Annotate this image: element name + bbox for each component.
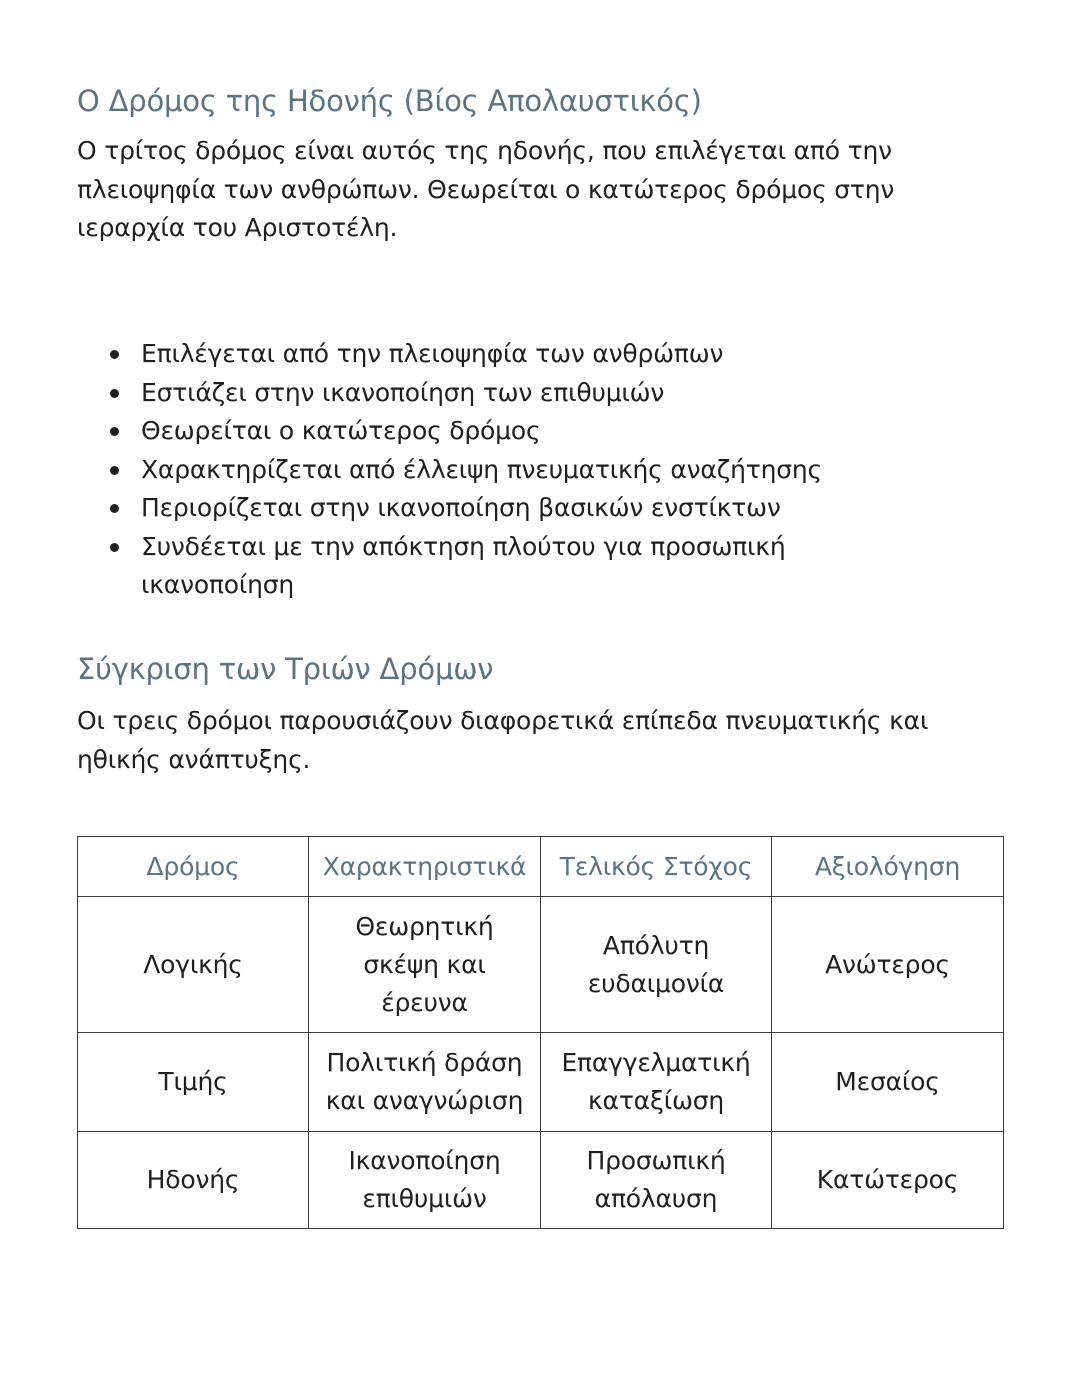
bullet-icon bbox=[110, 504, 119, 513]
table-row bbox=[78, 1033, 1004, 1132]
table-cell: Ανώτερος bbox=[772, 897, 1004, 1033]
table-cell: Επαγγελματική καταξίωση bbox=[541, 1033, 772, 1132]
table-header-row bbox=[78, 837, 1004, 897]
list-item bbox=[77, 412, 937, 451]
table-cell: Μεσαίος bbox=[772, 1033, 1004, 1132]
bullet-icon bbox=[110, 389, 119, 398]
table-cell: Λογικής bbox=[78, 897, 309, 1033]
table-cell: Ικανοποίηση επιθυμιών bbox=[309, 1132, 541, 1229]
list-item-text: Επιλέγεται από την πλειοψηφία των ανθρώπων bbox=[141, 339, 724, 368]
table-cell: Ηδονής bbox=[78, 1132, 309, 1229]
list-item bbox=[77, 374, 937, 413]
table-cell: Θεωρητική σκέψη και έρευνα bbox=[309, 897, 541, 1033]
table-row bbox=[78, 1132, 1004, 1229]
list-item-text: Συνδέεται με την απόκτηση πλούτου για προσωπική ικανοποίηση bbox=[141, 531, 786, 599]
comparison-table bbox=[77, 836, 1004, 1229]
list-item bbox=[77, 489, 937, 528]
list-item-text: Εστιάζει στην ικανοποίηση των επιθυμιών bbox=[141, 377, 665, 407]
list-item bbox=[77, 528, 901, 605]
table-cell: Τιμής bbox=[78, 1033, 309, 1132]
section-intro-pleasure: Ο τρίτος δρόμος είναι αυτός της ηδονής, που επιλέγεται από την πλειοψηφία των ανθρώπων. Θεωρείται ο κατώτερος δρόμος στην ιεραρχία του Αριστοτέλη. bbox=[77, 136, 895, 242]
section-intro-comparison: Οι τρεις δρόμοι παρουσιάζουν διαφορετικά επίπεδα πνευματικής και ηθικής ανάπτυξης. bbox=[77, 706, 929, 774]
list-item-text: Θεωρείται ο κατώτερος δρόμος bbox=[141, 416, 541, 445]
table-row bbox=[78, 897, 1004, 1033]
column-header: Τελικός Στόχος bbox=[541, 837, 772, 897]
list-item bbox=[77, 335, 937, 374]
column-header: Χαρακτηριστικά bbox=[309, 837, 541, 897]
bullet-icon bbox=[110, 350, 119, 359]
bullet-list bbox=[77, 335, 937, 605]
bullet-icon bbox=[110, 427, 119, 436]
list-item-text: Περιορίζεται στην ικανοποίηση βασικών ενστίκτων bbox=[141, 493, 781, 522]
list-item-text: Χαρακτηρίζεται από έλλειψη πνευματικής αναζήτησης bbox=[141, 454, 823, 484]
column-header: Δρόμος bbox=[78, 837, 309, 897]
table-cell: Προσωπική απόλαυση bbox=[541, 1132, 772, 1229]
section-title-comparison: Σύγκριση των Τριών Δρόμων bbox=[77, 652, 494, 686]
list-item bbox=[77, 451, 937, 490]
column-header: Αξιολόγηση bbox=[772, 837, 1004, 897]
table-cell: Κατώτερος bbox=[772, 1132, 1004, 1229]
table-cell: Πολιτική δράση και αναγνώριση bbox=[309, 1033, 541, 1132]
bullet-icon bbox=[110, 466, 119, 475]
bullet-icon bbox=[110, 543, 119, 552]
table-cell: Απόλυτη ευδαιμονία bbox=[541, 897, 772, 1033]
section-title-pleasure: Ο Δρόμος της Ηδονής (Βίος Απολαυστικός) bbox=[77, 84, 702, 118]
